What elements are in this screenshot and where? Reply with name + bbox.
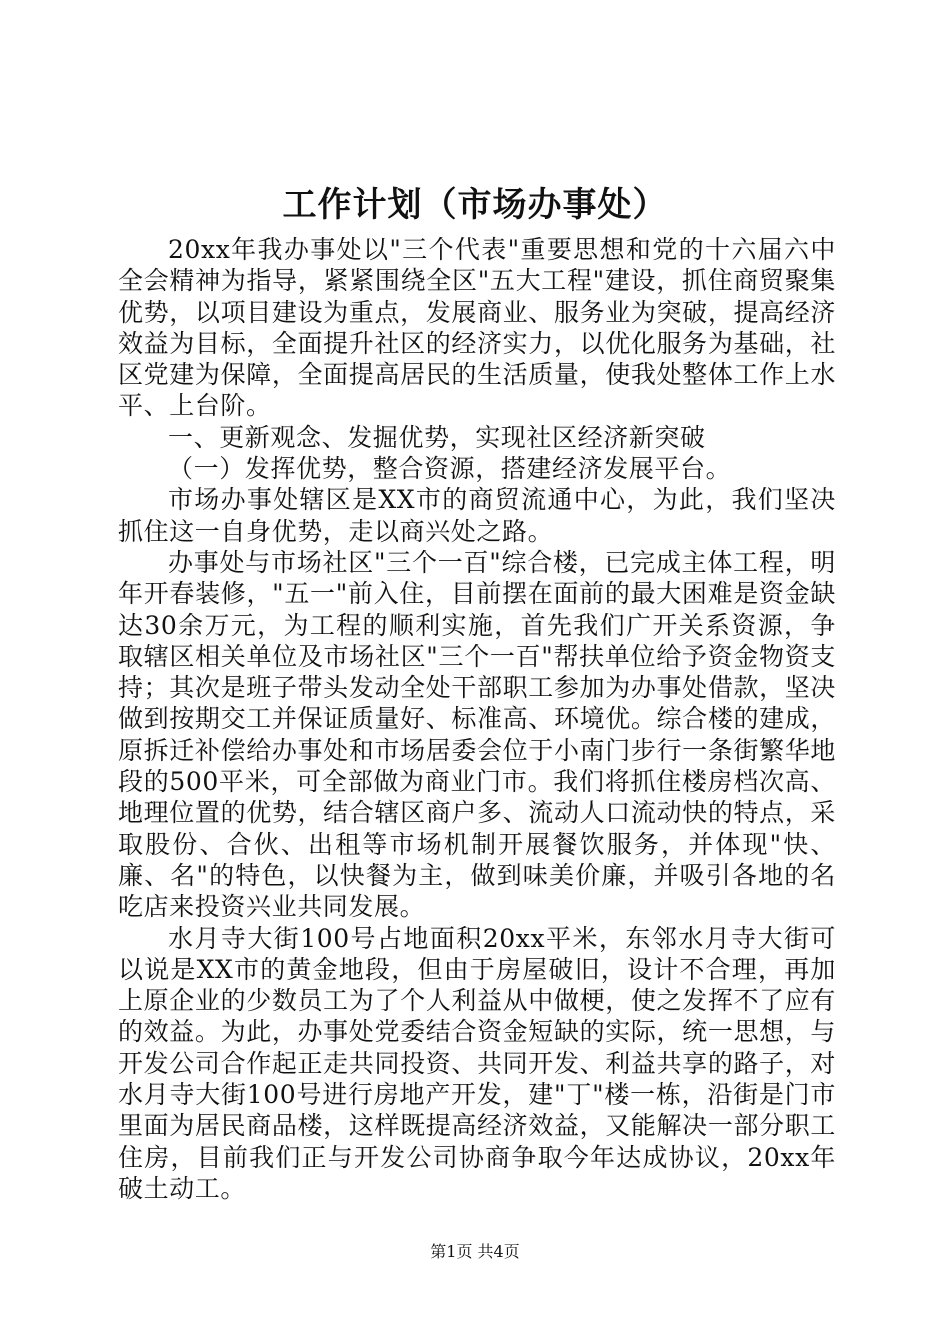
section-heading: 一、更新观念、发掘优势，实现社区经济新突破 bbox=[168, 422, 706, 452]
paragraph-shuiyuesi-street: 水月寺大街100号占地面积20xx平米，东邻水月寺大街可以说是XX市的黄金地段，但由于房屋破旧，设计不合理，再加上原企业的少数员工为了个人利益从中做梗，使之发挥不了应有的效益。为此，办事处党委结合资金短缺的实际，统一思想，与开发公司合作起正走共同投资、共同开发、利益共享的路子，对水月寺大街100号进行房地产开发，建"丁"楼一栋，沿街是门市里面为居民商品楼，这样既提高经济效益，又能解决一部分职工住房，目前我们正与开发公司协商争取今年达成协议，20xx年破土动工。 bbox=[118, 923, 836, 1203]
page-number-footer: 第1页 共4页 bbox=[430, 1242, 520, 1261]
subsection-heading: （一）发挥优势，整合资源，搭建经济发展平台。 bbox=[168, 454, 732, 484]
document-body bbox=[118, 234, 836, 1204]
paragraph-intro: 20xx年我办事处以"三个代表"重要思想和党的十六届六中全会精神为指导，紧紧围绕全区"五大工程"建设，抓住商贸聚集优势，以项目建设为重点，发展商业、服务业为突破，提高经济效益为目标，全面提升社区的经济实力，以优化服务为基础，社区党建为保障，全面提高居民的生活质量，使我处整体工作上水平、上台阶。 bbox=[118, 235, 836, 421]
paragraph-market-center: 市场办事处辖区是XX市的商贸流通中心，为此，我们坚决抓住这一自身优势，走以商兴处之路。 bbox=[118, 485, 836, 546]
paragraph-complex-building: 办事处与市场社区"三个一百"综合楼，已完成主体工程，明年开春装修，"五一"前入住，目前摆在面前的最大困难是资金缺达30余万元，为工程的顺利实施，首先我们广开关系资源，争取辖区相关单位及市场社区"三个一百"帮扶单位给予资金物资支持；其次是班子带头发动全处干部职工参加为办事处借款，坚决做到按期交工并保证质量好、标准高、环境优。综合楼的建成，原拆迁补偿给办事处和市场居委会位于小南门步行一条街繁华地段的500平米，可全部做为商业门市。我们将抓住楼房档次高、地理位置的优势，结合辖区商户多、流动人口流动快的特点，采取股份、合伙、出租等市场机制开展餐饮服务，并体现"快、廉、名"的特色，以快餐为主，做到味美价廉，并吸引各地的名吃店来投资兴业共同发展。 bbox=[118, 547, 836, 922]
document-title: 工作计划（市场办事处） bbox=[282, 185, 668, 225]
